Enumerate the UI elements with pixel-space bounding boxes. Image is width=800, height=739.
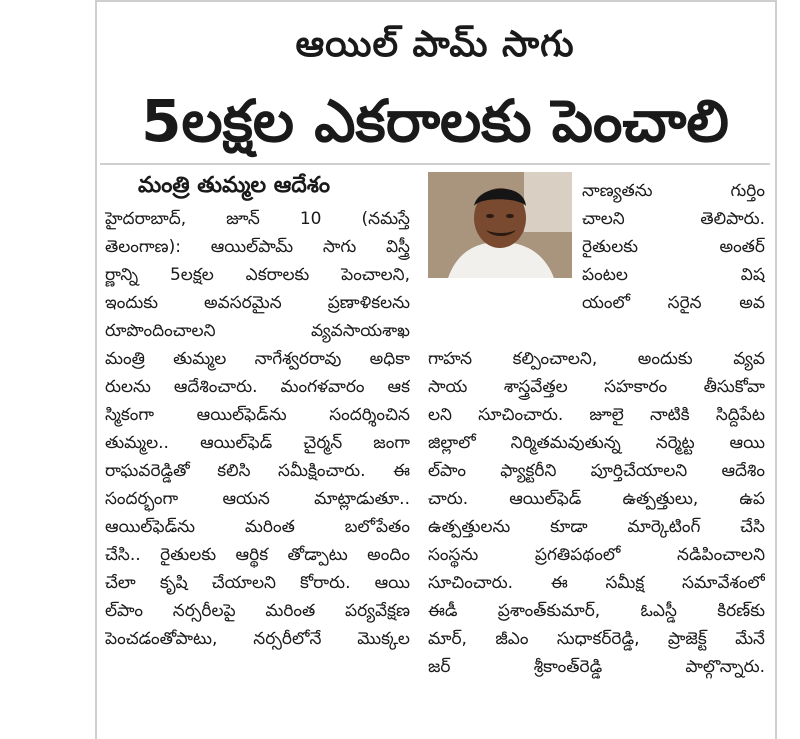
headline-divider	[100, 163, 770, 165]
column-2-line: లని సూచించారు. జూలై నాటికి సిద్దిపేట	[428, 405, 765, 425]
article-column-2-top	[582, 177, 765, 317]
column-1-line: ల్‌పాం నర్సరీలపై మరింత పర్యవేక్షణ	[105, 601, 410, 621]
column-1-line: స్మికంగా ఆయిల్‌ఫెడ్‌ను సందర్శించిన	[105, 405, 410, 425]
column-2-line: జర్ శ్రీకాంత్‌రెడ్డి పాల్గొన్నారు.	[428, 657, 765, 677]
column-1-line: రులను ఆదేశించారు. మంగళవారం ఆక	[105, 377, 410, 397]
column-1-line: చేలా కృషి చేయాలని కోరారు. ఆయి	[105, 573, 410, 593]
column-1-line: హైదరాబాద్, జూన్ 10 (నమస్తే	[105, 209, 410, 229]
column-2-line: ఉత్పత్తులను కూడా మార్కెటింగ్ చేసి	[428, 517, 765, 537]
page-frame-right	[775, 0, 777, 739]
column-1-line: సందర్భంగా ఆయన మాట్లాడుతూ..	[105, 489, 410, 509]
column-2-line: జిల్లాలో నిర్మితమవుతున్న నర్మెట్ట ఆయి	[428, 433, 765, 453]
column-1-line: రాఘవరెడ్డితో కలిసి సమీక్షించారు. ఈ	[105, 461, 410, 481]
page-frame-left	[95, 0, 97, 739]
column-2-top-line: పంటల విష	[582, 265, 765, 285]
column-2-line: చారు. ఆయిల్‌ఫెడ్ ఉత్పత్తులు, ఉప	[428, 489, 765, 509]
article-subheading: మంత్రి తుమ్మల ఆదేశం	[138, 173, 331, 198]
column-1-line: ర్ణాన్ని 5లక్షల ఎకరాలకు పెంచాలని,	[105, 265, 410, 285]
column-2-line: సూచించారు. ఈ సమీక్ష సమావేశంలో	[428, 573, 765, 593]
column-1-line: మంత్రి తుమ్మల నాగేశ్వరరావు అధికా	[105, 349, 410, 369]
column-1-line: ఆయిల్‌ఫెడ్‌ను మరింత బలోపేతం	[105, 517, 410, 537]
minister-photo	[428, 172, 572, 278]
column-2-top-line: యంలో సరైన అవ	[582, 293, 765, 313]
column-2-line: మార్, జీఎం సుధాకర్‌రెడ్డి, ప్రాజెక్ట్ మేనే	[428, 629, 765, 649]
column-1-line: రూపొందించాలని వ్యవసాయశాఖ	[105, 321, 410, 341]
article-column-2	[428, 345, 765, 681]
column-2-top-line: రైతులకు అంతర్	[582, 237, 765, 257]
column-2-line: సంస్థను ప్రగతిపథంలో నడిపించాలని	[428, 545, 765, 565]
portrait-image	[428, 172, 572, 278]
column-1-line: తుమ్మల.. ఆయిల్‌ఫెడ్ చైర్మన్ జంగా	[105, 433, 410, 453]
column-1-line: ఇందుకు అవసరమైన ప్రణాళికలను	[105, 293, 410, 313]
column-2-line: ఈడీ ప్రశాంత్‌కుమార్, ఓఎస్డీ కిరణ్‌కు	[428, 601, 765, 621]
article-kicker: ఆయిల్ పామ్ సాగు	[295, 24, 575, 65]
column-2-line: ల్‌పాం ఫ్యాక్టరీని పూర్తిచేయాలని ఆదేశిం	[428, 461, 765, 481]
column-2-top-line: నాణ్యతను గుర్తిం	[582, 181, 765, 201]
column-1-line: పెంచడంతోపాటు, నర్సరీలోనే మొక్కల	[105, 629, 410, 649]
column-2-top-line: చాలని తెలిపారు.	[582, 209, 765, 229]
column-1-line: చేసి.. రైతులకు ఆర్థిక తోడ్పాటు అందిం	[105, 545, 410, 565]
column-2-line: గాహన కల్పించాలని, అందుకు వ్యవ	[428, 349, 765, 369]
page-frame-top	[95, 0, 777, 2]
column-1-line: తెలంగాణ): ఆయిల్‌పామ్ సాగు విస్త్రీ	[105, 237, 410, 257]
article-column-1	[105, 205, 410, 653]
article-headline: 5లక్షల ఎకరాలకు పెంచాలి	[141, 87, 729, 155]
column-2-line: సాయ శాస్త్రవేత్తల సహకారం తీసుకోవా	[428, 377, 765, 397]
